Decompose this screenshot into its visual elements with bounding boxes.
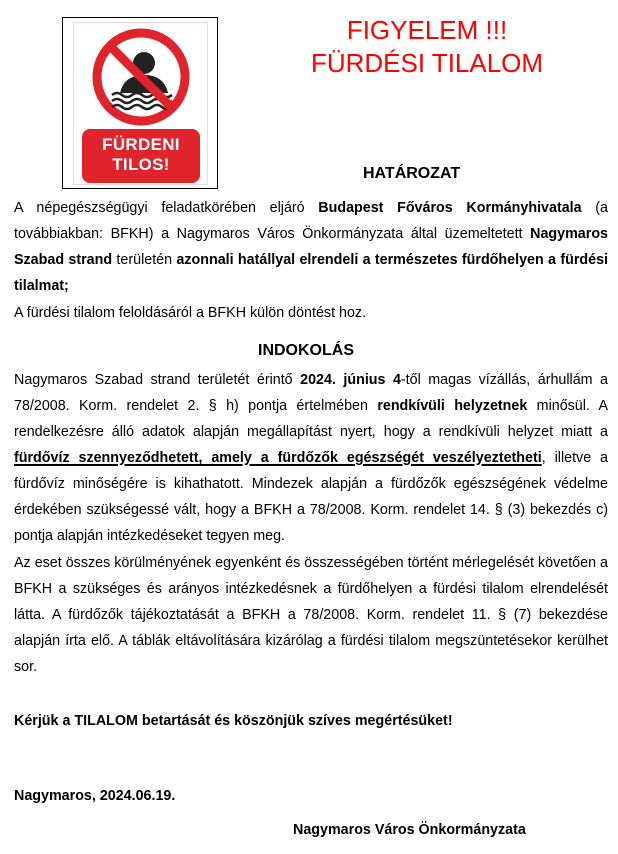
signature: Nagymaros Város Önkormányzata (293, 822, 526, 838)
text-run: -től magas vízállás, árhullám a 78/2008. Korm. rendelet 2. § h) pontja értelmében (14, 372, 608, 414)
sign-plate (82, 129, 200, 183)
headline (262, 14, 592, 80)
start-date: 2024. június 4 (300, 372, 401, 388)
reasoning-paragraph-2: Az eset összes körülményének egyenként és összességében történt mérlegelését követően a BFKH a szükséges és arányos intézkedésnek a fürdőhelyen a fürdési tilalom elrendelését látta. A fürdőzők tájékoztatását a BFKH a 78/2008. Korm. rendelet 11. § (7) bekezdése alapján írta elő. A táblák eltávolítására kizárólag a fürdési tilalom megszüntetésekor kerülhet sor. (14, 555, 608, 675)
text-run: A népegészségügyi feladatkörében eljáró (14, 200, 319, 216)
date-line: Nagymaros, 2024.06.19. (14, 788, 176, 804)
sign-plate-line2: TILOS! (112, 155, 170, 174)
sign-plate-line1: FÜRDENI (102, 135, 180, 154)
closing-request: Kérjük a TILALOM betartását és köszönjük szíves megértésüket! (14, 713, 453, 729)
ban-statement: azonnali hatállyal elrendeli a természetes fürdőhelyen a fürdési tilalmat; (14, 252, 608, 294)
headline-line1: FIGYELEM !!! (346, 15, 508, 45)
text-run: (a továbbiakban: BFKH) a Nagymaros Város Önkormányzata által üzemeltetett (14, 200, 608, 242)
decision-note: A fürdési tilalom feloldásáról a BFKH külön döntést hoz. (14, 305, 367, 321)
contamination-warning: fürdővíz szennyeződhetett, amely a fürdőzők egészségét veszélyeztetheti (14, 450, 542, 466)
decision-title: HATÁROZAT (363, 165, 461, 182)
sign-panel (73, 22, 208, 185)
authority-name: Budapest Főváros Kormányhivatala (318, 200, 582, 216)
headline-line2: FÜRDÉSI TILALOM (310, 48, 544, 78)
emergency-term: rendkívüli helyzetnek (377, 398, 528, 414)
no-swimming-icon (74, 23, 209, 133)
text-run: , illetve a fürdővíz minőségére is kihathatott. Mindezek alapján a fürdőzők egészségének védelme érdekében szükségessé vált, hogy a BFKH a 78/2008. Korm. rendelet 14. § (3) bekezdés c) pontja alapján intézkedéseket tegyen meg. (14, 450, 608, 544)
beach-name: Nagymaros Szabad strand (14, 226, 608, 268)
reasoning-title: INDOKOLÁS (258, 342, 354, 359)
no-swimming-sign (62, 17, 218, 189)
text-run: területén (112, 252, 177, 268)
decision-paragraph (14, 195, 608, 299)
reasoning-paragraph (14, 367, 608, 549)
text-run: minősül. A rendelkezésre álló adatok alapján megállapítást nyert, hogy a rendkívüli helyzet miatt a (14, 398, 608, 440)
text-run: Nagymaros Szabad strand területét érintő (14, 372, 301, 388)
